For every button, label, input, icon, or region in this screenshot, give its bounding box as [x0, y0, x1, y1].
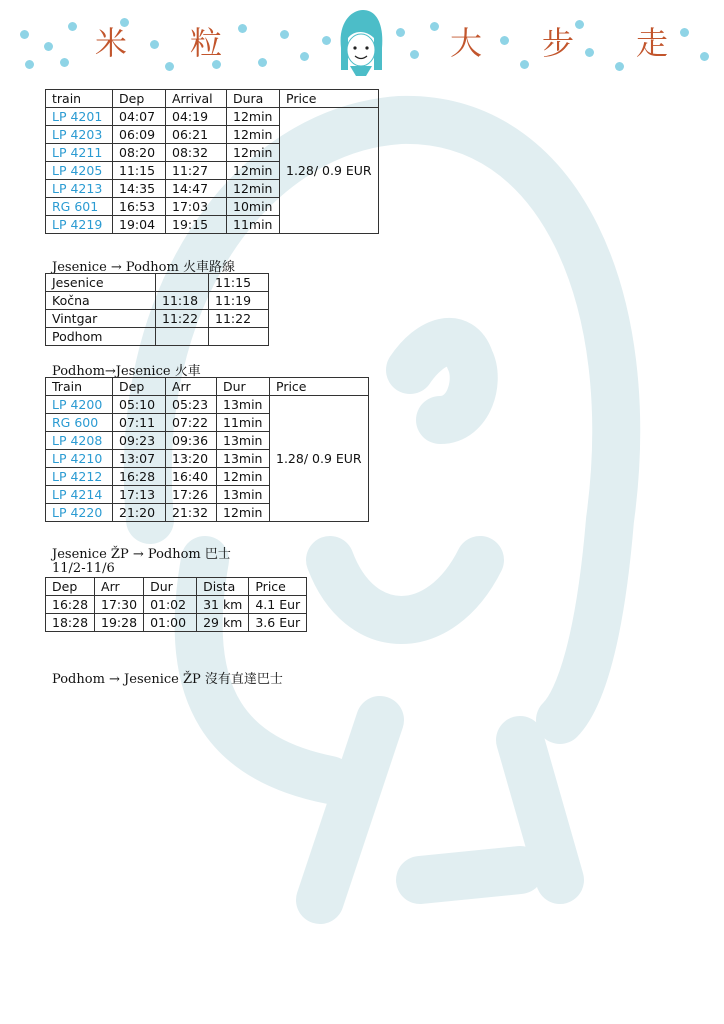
dep-time: 06:09 [113, 126, 166, 144]
duration: 01:00 [144, 614, 197, 632]
t4-h-arr: Arr [95, 578, 144, 596]
train-number: RG 600 [46, 414, 113, 432]
distance: 31 km [197, 596, 249, 614]
dep-time: 11:15 [209, 274, 269, 292]
duration: 13min [217, 486, 270, 504]
t4-h-dur: Dur [144, 578, 197, 596]
train-number: LP 4208 [46, 432, 113, 450]
duration: 13min [217, 432, 270, 450]
t3-h-price: Price [270, 378, 369, 396]
station-name: Vintgar [46, 310, 156, 328]
station-name: Kočna [46, 292, 156, 310]
return-heading: Podhom→Jesenice 火車 [52, 364, 201, 379]
t1-h-train: train [46, 90, 113, 108]
price: 3.6 Eur [249, 614, 307, 632]
arr-time: 04:19 [166, 108, 227, 126]
train-number: LP 4219 [46, 216, 113, 234]
arr-time: 16:40 [166, 468, 217, 486]
duration: 12min [227, 180, 280, 198]
arr-time: 05:23 [166, 396, 217, 414]
t4-h-price: Price [249, 578, 307, 596]
no-direct-bus-note: Podhom → Jesenice ŽP 沒有直達巴士 [52, 672, 283, 687]
header-char-2: 粒 [190, 24, 223, 62]
t3-h-dep: Dep [113, 378, 166, 396]
duration: 12min [227, 144, 280, 162]
arr-time: 14:47 [166, 180, 227, 198]
route-table [45, 273, 269, 346]
header-char-4: 步 [542, 24, 575, 62]
bus-table [45, 577, 307, 632]
t4-h-dista: Dista [197, 578, 249, 596]
table-row [46, 328, 269, 346]
train-table-1 [45, 89, 379, 234]
arr-time: 06:21 [166, 126, 227, 144]
station-name: Podhom [46, 328, 156, 346]
avatar-icon [336, 8, 386, 78]
dep-time: 19:04 [113, 216, 166, 234]
arr-time: 09:36 [166, 432, 217, 450]
dep-time: 05:10 [113, 396, 166, 414]
dep-time: 04:07 [113, 108, 166, 126]
duration: 12min [217, 504, 270, 522]
t3-h-arr: Arr [166, 378, 217, 396]
duration: 13min [217, 396, 270, 414]
duration: 11min [227, 216, 280, 234]
train-number: LP 4220 [46, 504, 113, 522]
arr-time: 11:27 [166, 162, 227, 180]
arr-time: 11:18 [156, 292, 209, 310]
bus-dates: 11/2-11/6 [52, 561, 115, 576]
arr-time: 19:15 [166, 216, 227, 234]
t3-h-train: Train [46, 378, 113, 396]
duration: 12min [227, 162, 280, 180]
arr-time: 21:32 [166, 504, 217, 522]
train-number: LP 4201 [46, 108, 113, 126]
train-number: LP 4205 [46, 162, 113, 180]
table-row [46, 292, 269, 310]
train-number: LP 4211 [46, 144, 113, 162]
t3-price: 1.28/ 0.9 EUR [270, 396, 369, 522]
table-row [46, 596, 307, 614]
dep-time: 13:07 [113, 450, 166, 468]
arr-time: 13:20 [166, 450, 217, 468]
duration: 13min [217, 450, 270, 468]
dep-time: 16:53 [113, 198, 166, 216]
t1-h-dura: Dura [227, 90, 280, 108]
route-heading: Jesenice → Podhom 火車路線 [52, 260, 235, 275]
arr-time: 19:28 [95, 614, 144, 632]
dep-time: 16:28 [46, 596, 95, 614]
train-number: LP 4200 [46, 396, 113, 414]
price: 4.1 Eur [249, 596, 307, 614]
train-number: LP 4203 [46, 126, 113, 144]
dep-time: 18:28 [46, 614, 95, 632]
arr-time [156, 274, 209, 292]
arr-time: 08:32 [166, 144, 227, 162]
t3-h-dur: Dur [217, 378, 270, 396]
arr-time: 17:30 [95, 596, 144, 614]
arr-time: 11:22 [156, 310, 209, 328]
t1-h-arrival: Arrival [166, 90, 227, 108]
train-number: LP 4213 [46, 180, 113, 198]
header-char-3: 大 [450, 24, 483, 62]
distance: 29 km [197, 614, 249, 632]
dep-time: 16:28 [113, 468, 166, 486]
train-number: LP 4212 [46, 468, 113, 486]
t4-h-dep: Dep [46, 578, 95, 596]
dep-time: 11:15 [113, 162, 166, 180]
arr-time [156, 328, 209, 346]
header-char-5: 走 [636, 24, 669, 62]
duration: 01:02 [144, 596, 197, 614]
arr-time: 17:03 [166, 198, 227, 216]
station-name: Jesenice [46, 274, 156, 292]
dep-time: 11:22 [209, 310, 269, 328]
train-number: RG 601 [46, 198, 113, 216]
dep-time: 17:13 [113, 486, 166, 504]
dep-time: 21:20 [113, 504, 166, 522]
train-number: LP 4214 [46, 486, 113, 504]
arr-time: 17:26 [166, 486, 217, 504]
dep-time [209, 328, 269, 346]
train-number: LP 4210 [46, 450, 113, 468]
dep-time: 07:11 [113, 414, 166, 432]
train-table-2 [45, 377, 369, 522]
dep-time: 14:35 [113, 180, 166, 198]
duration: 12min [227, 108, 280, 126]
dep-time: 09:23 [113, 432, 166, 450]
duration: 11min [217, 414, 270, 432]
dep-time: 08:20 [113, 144, 166, 162]
t1-price: 1.28/ 0.9 EUR [280, 108, 379, 234]
table-row [46, 310, 269, 328]
table-row [46, 614, 307, 632]
table-row [46, 274, 269, 292]
dep-time: 11:19 [209, 292, 269, 310]
bus-heading: Jesenice ŽP → Podhom 巴士 [52, 547, 231, 562]
table-row [46, 108, 379, 126]
t1-h-dep: Dep [113, 90, 166, 108]
duration: 10min [227, 198, 280, 216]
arr-time: 07:22 [166, 414, 217, 432]
header-char-1: 米 [95, 24, 128, 62]
t1-h-price: Price [280, 90, 379, 108]
table-row [46, 396, 369, 414]
duration: 12min [227, 126, 280, 144]
duration: 12min [217, 468, 270, 486]
